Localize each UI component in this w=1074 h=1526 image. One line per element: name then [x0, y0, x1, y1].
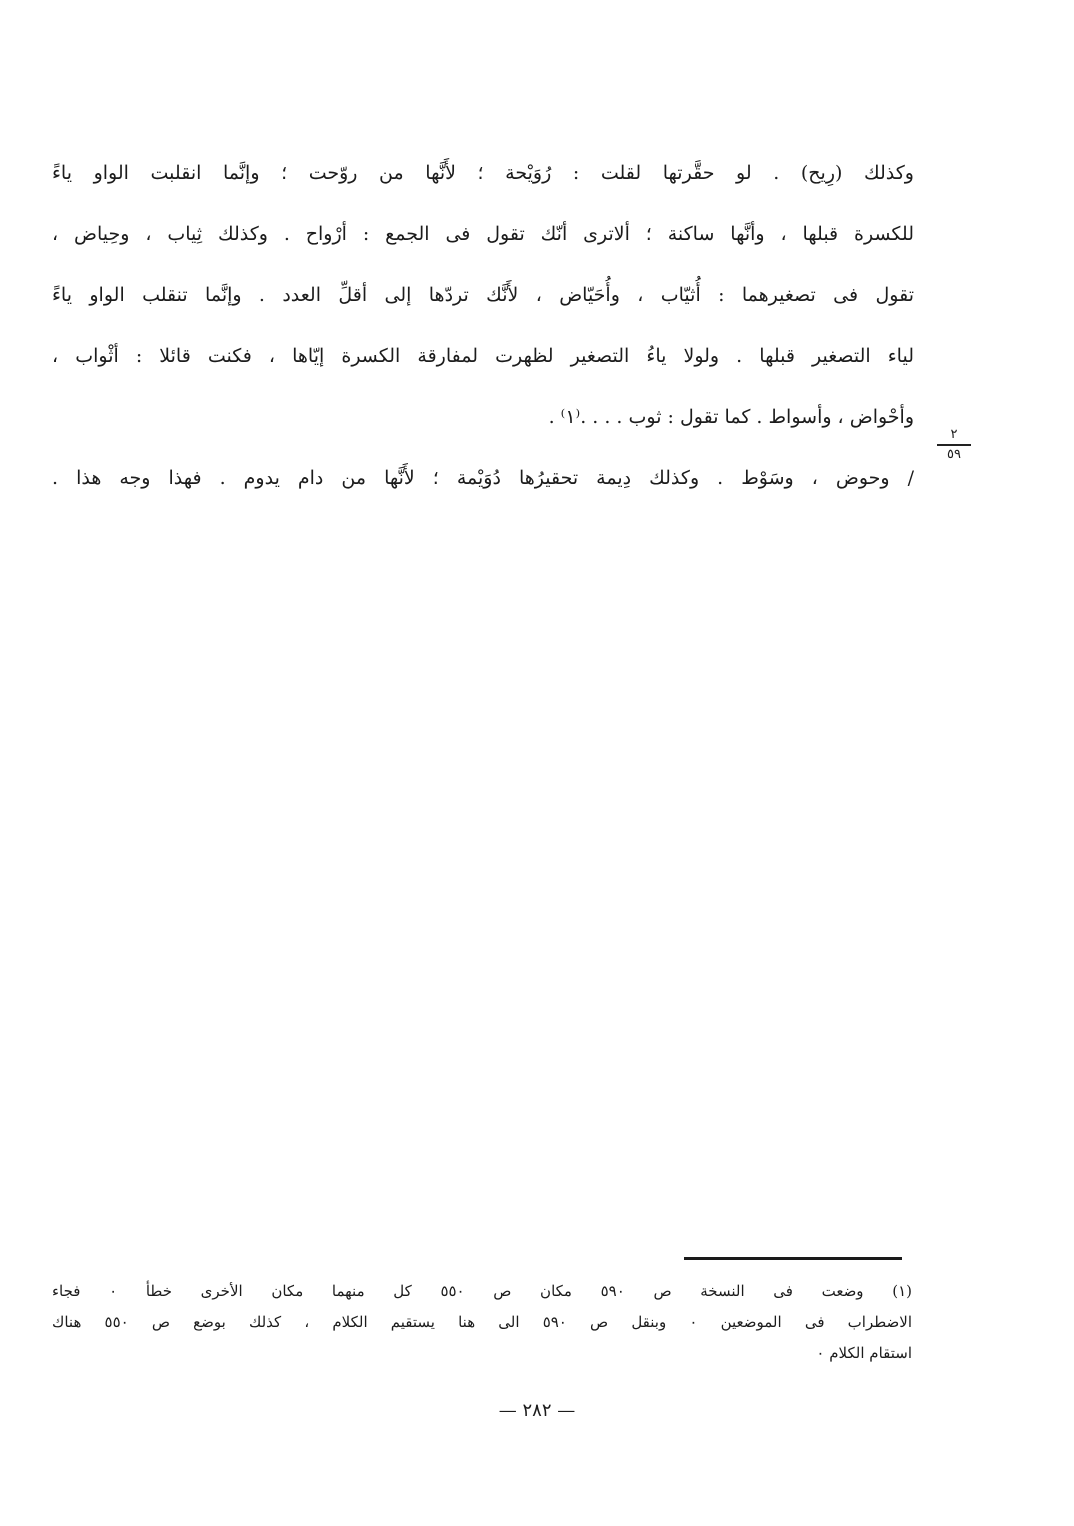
text-line: لياء التصغير قبلها . ولولا ياءُ التصغير لظهرت لمفارقة الكسرة إيّاها ، فكنت قائلا : أثْواب ،	[52, 345, 914, 367]
footnote-line: استقام الكلام ٠	[816, 1344, 912, 1362]
margin-note-bottom: ٥٩	[947, 447, 961, 462]
text-line: وأحْواض ، وأسواط . كما تقول : ثوب . . . .⁽١⁾ .	[548, 406, 914, 428]
margin-page-reference	[934, 428, 974, 462]
margin-note-top: ٢	[950, 427, 958, 442]
main-text-block	[52, 150, 914, 516]
text-line: / وحوض ، وسَوْط . وكذلك دِيمة تحقيرُها دُوَيْمة ؛ لأَنَّها من دام يدوم . فهذا وجه هذا .	[52, 467, 914, 489]
page-number: — ٢٨٢ —	[498, 1400, 576, 1421]
footnote-separator	[684, 1257, 902, 1260]
margin-note-divider	[937, 444, 971, 446]
footnote-line: (١) وضعت فى النسخة ص ٥٩٠ مكان ص ٥٥٠ كل منهما مكان الأخرى خطأ ٠ فجاء	[52, 1282, 912, 1300]
text-line: وكذلك (رِيح) . لو حقَّرتها لقلت : رُوَيْحة ؛ لأَنَّها من روّحت ؛ وإنَّما انقلبت الواو ياءً	[52, 162, 914, 184]
footnote-line: الاضطراب فى الموضعين ٠ وبنقل ص ٥٩٠ الى هنا يستقيم الكلام ، كذلك بوضع ص ٥٥٠ هناك	[52, 1313, 912, 1331]
footnotes-block	[52, 1276, 912, 1369]
text-line: تقول فى تصغيرهما : أُثيّاب ، وأُحَيّاض ، لأَنَّك تردّها إلى أقلِّ العدد . وإنَّما تنقلب الواو ياءً	[52, 284, 914, 306]
text-line: للكسرة قبلها ، وأنَّها ساكنة ؛ ألاترى أنّك تقول فى الجمع : أرْواح . وكذلك ثِياب ، وحِياض ،	[52, 223, 914, 245]
